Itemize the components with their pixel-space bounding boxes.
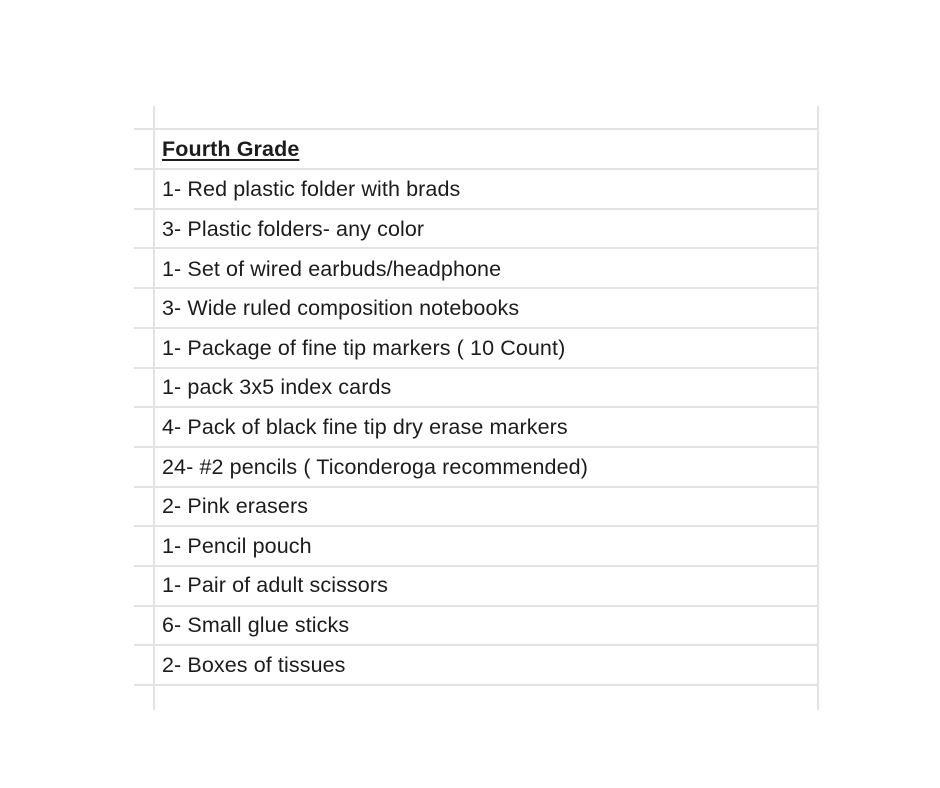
row-divider — [134, 486, 818, 488]
list-item[interactable]: 1- Pair of adult scissors — [162, 573, 388, 597]
list-item[interactable]: 4- Pack of black fine tip dry erase markers — [162, 415, 568, 439]
row-divider — [134, 644, 818, 646]
list-title[interactable]: Fourth Grade — [162, 137, 300, 161]
list-item[interactable]: 2- Pink erasers — [162, 494, 309, 518]
column-divider-right — [817, 106, 819, 710]
list-item[interactable]: 3- Plastic folders- any color — [162, 217, 425, 241]
list-item[interactable]: 3- Wide ruled composition notebooks — [162, 296, 520, 320]
row-divider — [134, 168, 818, 170]
list-item[interactable]: 1- Pencil pouch — [162, 534, 312, 558]
row-divider — [134, 247, 818, 249]
list-item[interactable]: 2- Boxes of tissues — [162, 653, 346, 677]
row-divider — [134, 684, 818, 686]
row-divider — [134, 605, 818, 607]
row-divider — [134, 128, 818, 130]
row-divider — [134, 367, 818, 369]
list-item[interactable]: 6- Small glue sticks — [162, 613, 350, 637]
list-item[interactable]: 24- #2 pencils ( Ticonderoga recommended) — [162, 455, 588, 479]
list-item[interactable]: 1- Package of fine tip markers ( 10 Count) — [162, 336, 566, 360]
row-divider — [134, 406, 818, 408]
list-item[interactable]: 1- pack 3x5 index cards — [162, 375, 392, 399]
row-divider — [134, 208, 818, 210]
row-divider — [134, 525, 818, 527]
column-divider-left — [153, 106, 155, 710]
list-item[interactable]: 1- Set of wired earbuds/headphone — [162, 257, 502, 281]
row-divider — [134, 327, 818, 329]
row-divider — [134, 287, 818, 289]
row-divider — [134, 565, 818, 567]
row-divider — [134, 446, 818, 448]
list-item[interactable]: 1- Red plastic folder with brads — [162, 177, 461, 201]
